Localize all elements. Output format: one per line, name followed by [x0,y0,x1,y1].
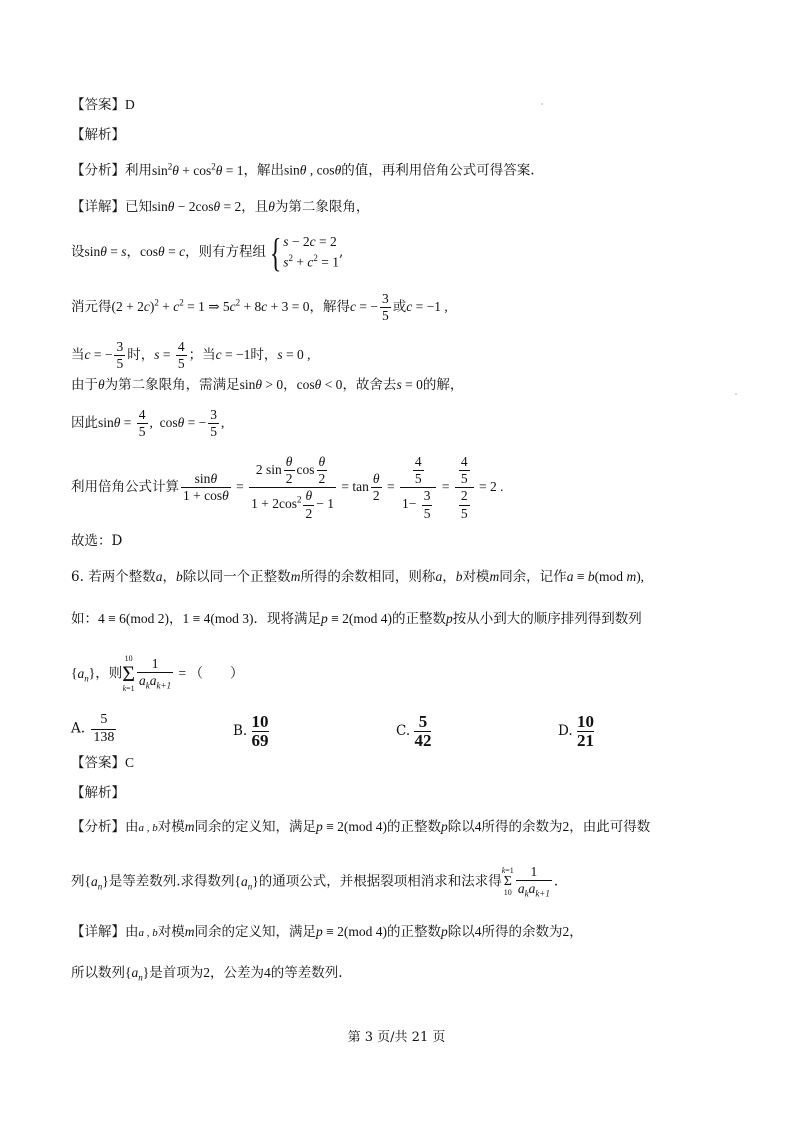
answer-label: 【答案】 [71,97,125,113]
equation-system-line: 设sinθ = s，cosθ = c，则有方程组{ s − 2c = 2 $s^2 + c^2 = 1$ , [71,229,344,275]
double-angle-formula: $\frac{\sin\theta}{1 + \cos\theta}$ = 2 sin $\frac{\theta}{2}$ cos $\frac{\theta}{2}$ $1 + 2\cos^2$ $\frac{\theta}{2}$ − 1 = tan $\frac{\theta}{2}$ = $\frac{4}{5}$ 1− $\frac{3}{5}$ = $\frac{\frac{4}{5}}{\frac{2}{5}}$ = 2 . [183,454,504,521]
option-c[interactable]: C. $\frac{5}{42}$ [396,712,432,750]
option-a[interactable]: A. $\frac{5}{138}$ [71,712,115,745]
analysis-heading: 【解析】 [71,127,125,143]
detail-line: 【详解】已知sinθ − 2cosθ = 2，且θ为第二象限角， [71,199,370,215]
option-d[interactable]: D. $\frac{10}{21}$ [558,712,594,750]
option-b[interactable]: B. $\frac{10}{69}$ [233,712,269,750]
page-footer: 第 3 页/共 21 页 [347,1030,446,1045]
question-number: 6. [71,569,84,585]
question-6-line3: $\{a_n\}$，则 10 Σ k=1 $\frac{1}{a_ka_{k+1}}$ = （ ） [71,654,244,693]
brace: { [269,229,282,275]
case-line: 当c = − $\frac{3}{5}$ 时，s = $\frac{4}{5}$ ；当c = −1时，s = 0 , [71,339,311,372]
identity-formula: $\sin^2\theta + \cos^2\theta = 1$ [152,161,244,178]
scan-speck [541,103,543,105]
quadrant-line: 由于θ为第二象限角，需满足sinθ > 0，cosθ < 0，故舍去s = 0的解， [71,377,464,393]
detail-label: 【详解】 [71,199,125,215]
elimination-line: 消元得$(2 + 2c)^2 + c^2 = 1$ ⇒ $5c^2 + 8c + 3 = 0$，解得c = − $\frac{3}{5}$ 或c = −1 , [71,291,448,324]
answer-line-2: 【答案】C [71,755,135,771]
question-6-line2: 如：4 ≡ 6(mod 2)，1 ≡ 4(mod 3)．现将满足p ≡ 2(mod 4)的正整数p按从小到大的顺序排列得到数列 [71,611,642,627]
choice-line: 故选：D [71,533,123,549]
answer-value: D [125,97,135,112]
scan-speck [735,393,737,395]
detail-line-2: 【详解】由a , b对模m同余的定义知，满足p ≡ 2(mod 4)的正整数p除以4所得的余数为2， [71,924,583,940]
method-line-2b: 列$\{a_n\}$是等差数列.求得数列$\{a_n\}$的通项公式，并根据裂项相消求和法求得 k=1 Σ 10 $\frac{1}{a_ka_{k+1}}$ . [71,864,559,899]
method-line-2: 【分析】由a , b对模m同余的定义知，满足p ≡ 2(mod 4)的正整数p除以4所得的余数为2，由此可得数 [71,819,651,835]
result-line: 因此sinθ = $\frac{4}{5}$ , cosθ = − $\frac{3}{5}$ , [71,407,225,440]
question-6-line1: 6. 若两个整数a，b除以同一个正整数m所得的余数相同，则称a，b对模m同余，记作a ≡ b(mod m), [71,569,645,585]
equation-system: s − 2c = 2 $s^2 + c^2 = 1$ [283,234,340,270]
method-label: 【分析】 [71,162,125,179]
double-angle-line: 利用倍角公式计算 $\frac{\sin\theta}{1 + \cos\theta}$ = 2 sin $\frac{\theta}{2}$ cos $\frac{\theta}{2}$ $1 + 2\cos^2$ $\frac{\theta}{2}$ − 1 = tan $\frac{\theta}{2}$ = $\frac{4}{5}$ 1− $\frac{3}{5}$ = $\frac{\frac{4}{5}}{\frac{2}{5}}$ = 2 . [71,454,504,521]
summation: 10 Σ k=1 [122,654,136,693]
method-line: 【分析】利用$\sin^2\theta + \cos^2\theta = 1$，解出sinθ , cosθ的值，再利用倍角公式可得答案. [71,161,535,179]
answer-value-2: C [125,755,135,770]
answer-line [71,98,135,113]
analysis-heading-2: 【解析】 [71,785,125,801]
detail-line-2b: 所以数列$\{a_n\}$是首项为2，公差为4的等差数列. [71,965,343,983]
